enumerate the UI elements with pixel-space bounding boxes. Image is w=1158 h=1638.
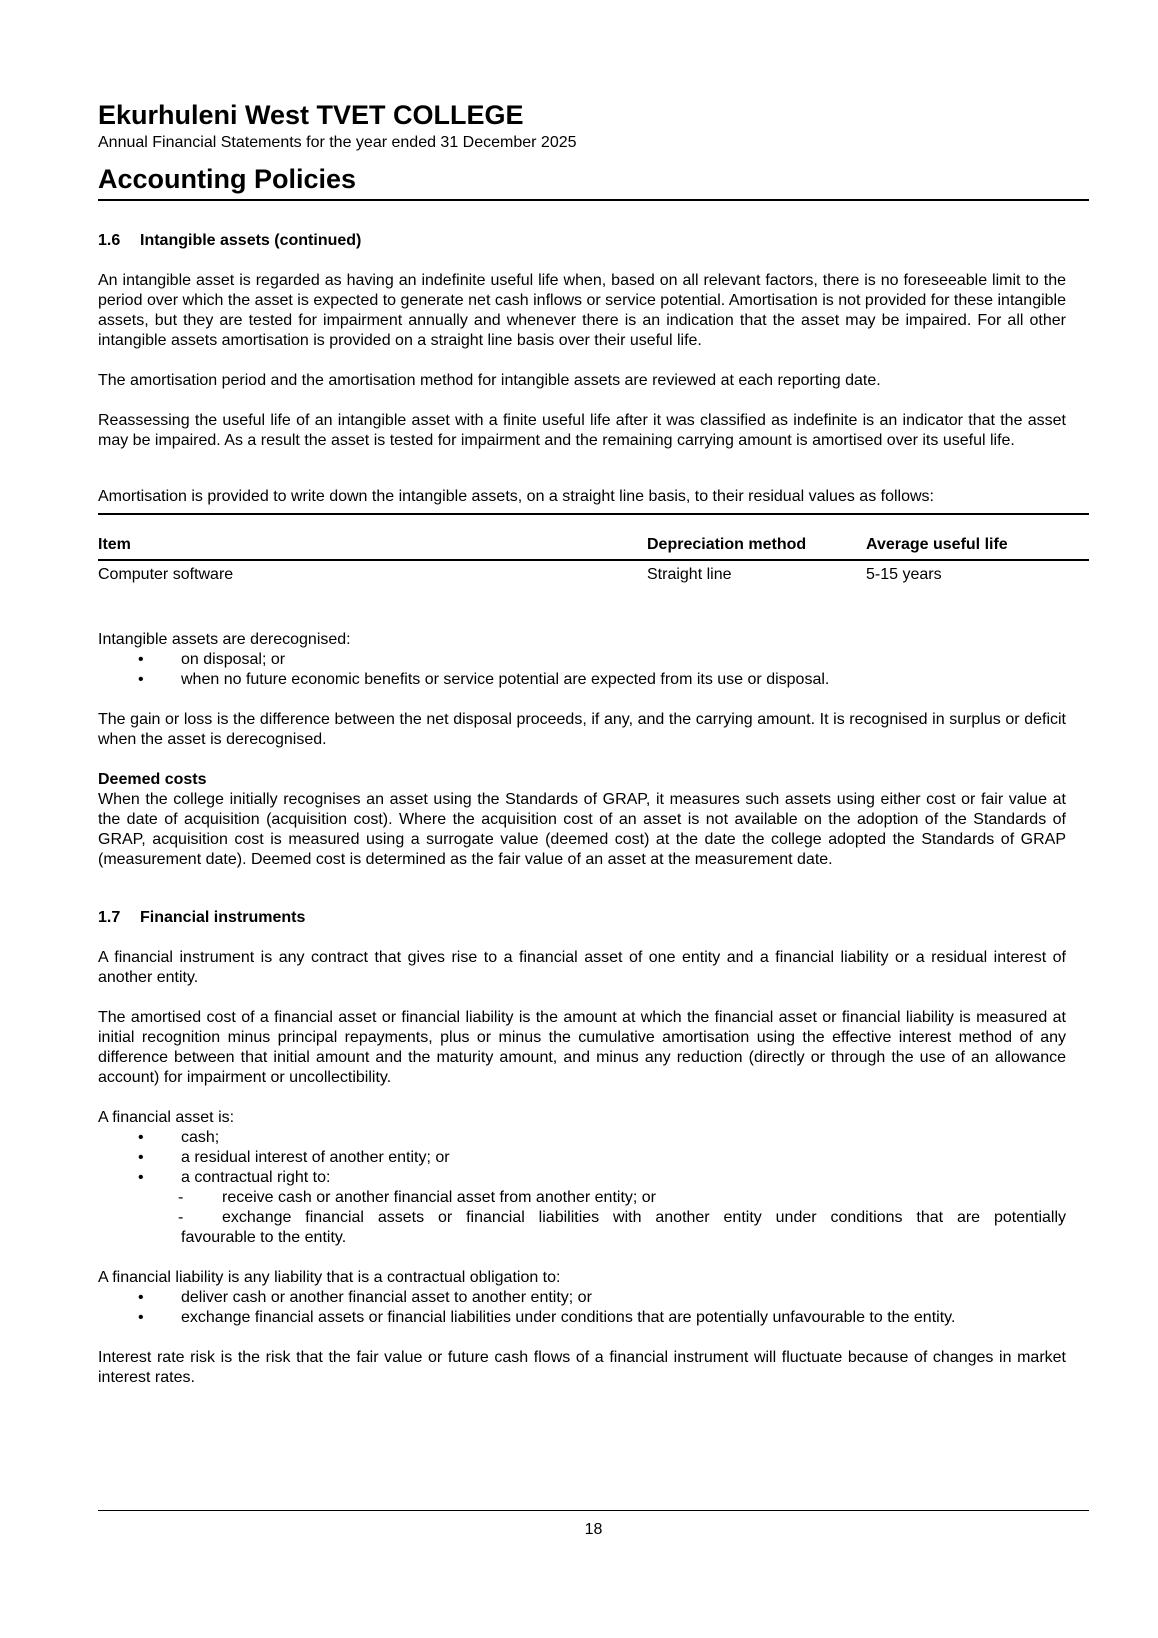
table-cell: Computer software	[98, 566, 234, 583]
subheading-deemed-costs: Deemed costs	[98, 771, 207, 788]
list-item: • exchange financial assets or financial liabilities under conditions that are potentially unfavourable to the entity.	[98, 1308, 1066, 1328]
list-item-text: a contractual right to:	[181, 1169, 331, 1186]
table-intro: Amortisation is provided to write down the intangible assets, on a straight line basis, to their residual values as follows:	[98, 488, 934, 505]
sub-list-item	[98, 1208, 1066, 1228]
dash-marker: -	[178, 1209, 184, 1226]
document-subtitle: Annual Financial Statements for the year ended 31 December 2025	[98, 134, 577, 151]
sub-list	[98, 1188, 1066, 1248]
table-cell: Straight line	[647, 566, 732, 583]
paragraph: Interest rate risk is the risk that the fair value or future cash flows of a financial instrument will fluctuate because of changes in market interest rates.	[98, 1349, 1066, 1386]
sub-list-item-continuation: favourable to the entity.	[181, 1229, 347, 1246]
heading-title: Intangible assets (continued)	[140, 232, 362, 249]
column-header: Depreciation method	[647, 514, 866, 560]
table-row	[98, 560, 1089, 585]
paragraph: A financial instrument is any contract that gives rise to a financial asset of one entity and a financial liability or a residual interest of another entity.	[98, 949, 1066, 986]
paragraph: The amortised cost of a financial asset or financial liability is the amount at which the financial asset or financial liability is measured at initial recognition minus principal repayments, plus or minus the cumulative amortisation using the effective interest method of any difference between that initial amount and the maturity amount, and minus any reduction (directly or through the use of an allowance account) for impairment or uncollectibility.	[98, 1009, 1066, 1086]
sub-list-item	[98, 1188, 1066, 1208]
table-cell: 5-15 years	[866, 566, 942, 583]
paragraph: Reassessing the useful life of an intangible asset with a finite useful life after it was classified as indefinite is an indicator that the asset may be impaired. As a result the asset is tested for impairment and the remaining carrying amount is amortised over its useful life.	[98, 412, 1066, 449]
page-number: 18	[584, 1521, 603, 1538]
organization-title: Ekurhuleni West TVET COLLEGE	[98, 100, 524, 130]
heading-1-7	[98, 908, 1066, 928]
heading-title: Financial instruments	[140, 909, 306, 926]
list-item: • on disposal; or	[98, 650, 1066, 670]
amortisation-table	[98, 513, 1089, 585]
document-body	[98, 231, 1066, 1388]
list-item: • deliver cash or another financial asset to another entity; or	[98, 1288, 1066, 1308]
column-header: Item	[98, 514, 647, 560]
heading-1-6	[98, 231, 1066, 251]
paragraph: An intangible asset is regarded as having an indefinite useful life when, based on all relevant factors, there is no foreseeable limit to the period over which the asset is expected to generate net cash inflows or service potential. Amortisation is not provided for these intangible assets, but they are tested for impairment annually and whenever there is an indication that the asset may be impaired. For all other intangible assets amortisation is provided on a straight line basis over their useful life.	[98, 272, 1066, 349]
table-header-row	[98, 514, 1089, 560]
column-header: Average useful life	[866, 514, 1089, 560]
financial-asset-list	[98, 1128, 1066, 1188]
financial-liability-list	[98, 1288, 1066, 1328]
list-item	[98, 1168, 1066, 1188]
paragraph: When the college initially recognises an asset using the Standards of GRAP, it measures such assets using either cost or fair value at the date of acquisition (acquisition cost). Where the acquisition cost of an asset is not available on the adoption of the Standards of GRAP, acquisition cost is measured using a surrogate value (deemed cost) at the date the college adopted the Standards of GRAP (measurement date). Deemed cost is determined as the fair value of an asset at the measurement date.	[98, 791, 1066, 868]
list-item: • when no future economic benefits or service potential are expected from its use or disposal.	[98, 670, 1066, 690]
footer-divider	[98, 1510, 1089, 1511]
heading-number: 1.6	[98, 232, 121, 249]
section-heading: Accounting Policies	[98, 164, 357, 194]
list-intro: A financial liability is any liability that is a contractual obligation to:	[98, 1269, 561, 1286]
sub-list-item-text: exchange financial assets or financial liabilities with another entity under conditions that are potentially	[222, 1209, 1066, 1226]
list-intro: A financial asset is:	[98, 1109, 235, 1126]
heading-number: 1.7	[98, 909, 121, 926]
header-divider	[98, 199, 1089, 201]
list-item: • cash;	[98, 1128, 1066, 1148]
list-intro: Intangible assets are derecognised:	[98, 631, 351, 648]
list-item: • a residual interest of another entity; or	[98, 1148, 1066, 1168]
dash-marker: -	[178, 1189, 184, 1206]
sub-list-item-text: receive cash or another financial asset from another entity; or	[222, 1189, 656, 1206]
derecognition-list	[98, 650, 1066, 690]
paragraph: The gain or loss is the difference between the net disposal proceeds, if any, and the carrying amount. It is recognised in surplus or deficit when the asset is derecognised.	[98, 711, 1066, 748]
paragraph: The amortisation period and the amortisation method for intangible assets are reviewed at each reporting date.	[98, 372, 881, 389]
